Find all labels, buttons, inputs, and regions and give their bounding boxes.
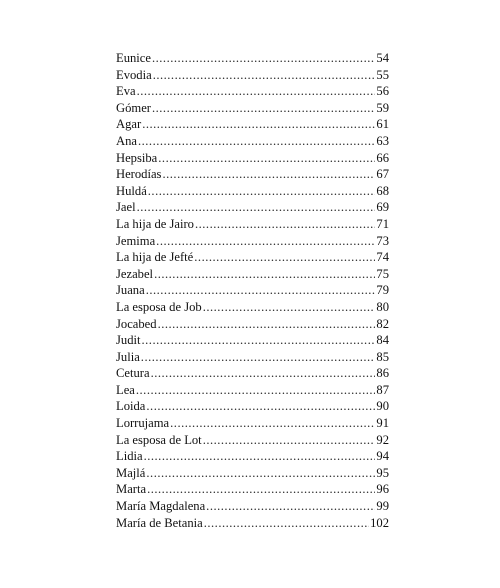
dot-leader: [156, 233, 375, 250]
toc-entry-title: Evodia: [116, 67, 152, 82]
dot-leader: [146, 282, 376, 299]
dot-leader: [203, 432, 376, 449]
toc-entry-page-number: 85: [376, 349, 389, 364]
dot-leader: [142, 116, 375, 133]
toc-entry: [116, 316, 389, 333]
toc-entry-title: Lidia: [116, 449, 143, 464]
toc-entry-page-number: 69: [376, 200, 389, 215]
toc-entry-title: Jael: [116, 200, 136, 215]
toc-entry-page-number: 54: [376, 51, 389, 65]
toc-entry-page-number: 92: [376, 432, 389, 447]
toc-entry-title: La hija de Jefté: [116, 250, 194, 265]
toc-entry-page-number: 59: [376, 100, 389, 115]
toc-entry: [116, 398, 389, 415]
toc-entry-page-number: 68: [376, 183, 389, 198]
toc-entry-page-number: 71: [376, 216, 389, 231]
toc-entry: [116, 216, 389, 233]
toc-entry-title: La hija de Jairo: [116, 216, 194, 231]
toc-entry-title: Marta: [116, 482, 147, 497]
toc-entry-title: Lea: [116, 382, 135, 397]
dot-leader: [137, 83, 376, 100]
dot-leader: [194, 249, 375, 266]
dot-leader: [137, 199, 376, 216]
dot-leader: [144, 448, 376, 465]
toc-entry: [116, 183, 389, 200]
toc-entry-title: Huldá: [116, 183, 147, 198]
toc-entry-page-number: 84: [376, 333, 389, 348]
toc-entry: [116, 249, 389, 266]
toc-entry: [116, 382, 389, 399]
table-of-contents: [116, 50, 389, 531]
toc-entry-page-number: 90: [376, 399, 389, 414]
toc-entry-title: Jezabel: [116, 266, 154, 281]
toc-entry: [116, 116, 389, 133]
toc-entry: [116, 150, 389, 167]
toc-entry-title: Hepsiba: [116, 150, 158, 165]
dot-leader: [204, 515, 369, 532]
toc-entry: [116, 332, 389, 349]
toc-entry-page-number: 63: [376, 133, 389, 148]
toc-entry: [116, 100, 389, 117]
toc-entry-title: Jocabed: [116, 316, 157, 331]
toc-entry-title: María de Betania: [116, 515, 203, 530]
toc-entry: [116, 515, 389, 532]
toc-entry-page-number: 80: [376, 299, 389, 314]
toc-entry-title: Lorrujama: [116, 416, 170, 431]
toc-entry: [116, 266, 389, 283]
dot-leader: [138, 133, 375, 150]
toc-entry: [116, 166, 389, 183]
toc-entry-page-number: 56: [376, 84, 389, 99]
dot-leader: [141, 349, 376, 366]
toc-entry: [116, 282, 389, 299]
toc-entry: [116, 67, 389, 84]
toc-entry-page-number: 55: [376, 67, 389, 82]
toc-entry-title: María Magdalena: [116, 499, 206, 514]
toc-entry: [116, 432, 389, 449]
toc-entry: [116, 448, 389, 465]
toc-entry-title: Gómer: [116, 100, 151, 115]
toc-entry: [116, 83, 389, 100]
toc-entry-page-number: 94: [376, 449, 389, 464]
toc-entry: [116, 299, 389, 316]
dot-leader: [158, 316, 376, 333]
toc-entry-page-number: 87: [376, 382, 389, 397]
toc-entry-title: Judit: [116, 333, 141, 348]
toc-entry-title: Cetura: [116, 366, 150, 381]
dot-leader: [136, 382, 376, 399]
toc-entry-page-number: 61: [376, 117, 389, 132]
toc-entry-page-number: 102: [370, 515, 389, 530]
toc-entry: [116, 415, 389, 432]
toc-entry-page-number: 66: [376, 150, 389, 165]
toc-entry: [116, 233, 389, 250]
dot-leader: [152, 100, 375, 117]
dot-leader: [153, 67, 376, 84]
dot-leader: [170, 415, 375, 432]
toc-entry: [116, 133, 389, 150]
toc-entry-title: La esposa de Lot: [116, 432, 202, 447]
toc-entry: [116, 50, 389, 67]
toc-entry-title: Eva: [116, 84, 136, 99]
toc-entry-title: Majlá: [116, 465, 146, 480]
dot-leader: [203, 299, 376, 316]
toc-entry-page-number: 86: [376, 366, 389, 381]
toc-entry-title: Ana: [116, 133, 137, 148]
dot-leader: [152, 50, 375, 67]
dot-leader: [158, 150, 375, 167]
dot-leader: [146, 398, 375, 415]
toc-entry-page-number: 82: [376, 316, 389, 331]
toc-entry-page-number: 95: [376, 465, 389, 480]
toc-entry: [116, 498, 389, 515]
toc-entry-title: La esposa de Job: [116, 299, 202, 314]
toc-entry-page-number: 96: [376, 482, 389, 497]
dot-leader: [206, 498, 375, 515]
toc-entry-title: Agar: [116, 117, 142, 132]
toc-entry-title: Jemima: [116, 233, 156, 248]
dot-leader: [147, 481, 375, 498]
toc-entry-page-number: 79: [376, 283, 389, 298]
toc-entry-page-number: 73: [376, 233, 389, 248]
toc-entry-page-number: 75: [376, 266, 389, 281]
toc-entry: [116, 199, 389, 216]
toc-entry-title: Eunice: [116, 51, 151, 65]
toc-entry: [116, 365, 389, 382]
toc-entry-title: Herodías: [116, 167, 162, 182]
toc-entry-title: Julia: [116, 349, 140, 364]
toc-entry-title: Juana: [116, 283, 145, 298]
toc-entry: [116, 349, 389, 366]
toc-entry-page-number: 91: [376, 416, 389, 431]
dot-leader: [154, 266, 375, 283]
dot-leader: [151, 365, 376, 382]
toc-entry-page-number: 67: [376, 167, 389, 182]
dot-leader: [146, 465, 375, 482]
dot-leader: [142, 332, 376, 349]
toc-entry-title: Loida: [116, 399, 146, 414]
dot-leader: [148, 183, 376, 200]
toc-entry-page-number: 74: [376, 250, 389, 265]
toc-entry-page-number: 99: [376, 499, 389, 514]
dot-leader: [195, 216, 375, 233]
toc-entry: [116, 481, 389, 498]
dot-leader: [162, 166, 375, 183]
toc-entry: [116, 465, 389, 482]
